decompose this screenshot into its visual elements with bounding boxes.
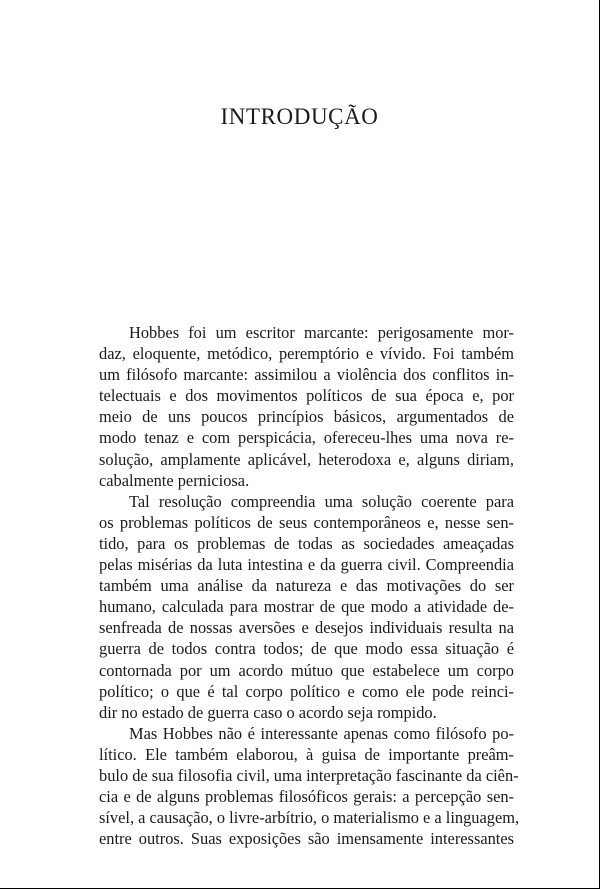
text-line: cia e de alguns problemas filosóficos gerais: a percepção sen- bbox=[99, 787, 514, 807]
text-line: Mas Hobbes não é interessante apenas como filósofo po- bbox=[129, 723, 514, 743]
text-line: entre outros. Suas exposições são imensamente interessantes bbox=[99, 829, 514, 849]
text-line: sível, a causação, o livre-arbítrio, o materialismo e a linguagem, bbox=[99, 808, 520, 828]
text-line: pelas misérias da luta intestina e da guerra civil. Compreendia bbox=[99, 555, 514, 575]
text-line: Tal resolução compreendia uma solução coerente para bbox=[129, 491, 514, 511]
text-line: político; o que é tal corpo político e como ele pode reinci- bbox=[99, 681, 514, 701]
body-text bbox=[99, 322, 520, 849]
text-line: os problemas políticos de seus contemporâneos e, nesse sen- bbox=[99, 512, 514, 532]
chapter-title: INTRODUÇÃO bbox=[220, 104, 379, 129]
text-line: tido, para os problemas de todas as sociedades ameaçadas bbox=[99, 533, 514, 553]
paragraph bbox=[99, 491, 514, 723]
text-line: dir no estado de guerra caso o acordo seja rompido. bbox=[99, 702, 437, 722]
text-line: também uma análise da natureza e das motivações do ser bbox=[99, 576, 514, 596]
text-line: Hobbes foi um escritor marcante: perigosamente mor- bbox=[129, 323, 514, 342]
text-line: solução, amplamente aplicável, heterodoxa e, alguns diriam, bbox=[99, 449, 514, 469]
text-line: bulo de sua filosofia civil, uma interpretação fascinante da ciên- bbox=[99, 765, 519, 785]
text-line: cabalmente perniciosa. bbox=[99, 470, 250, 490]
text-line: um filósofo marcante: assimilou a violência dos conflitos in- bbox=[99, 365, 514, 385]
text-line: telectuais e dos movimentos políticos de sua época e, por bbox=[99, 386, 514, 406]
text-line: humano, calculada para mostrar de que modo a atividade de- bbox=[99, 597, 514, 617]
text-line: lítico. Ele também elaborou, à guisa de importante preâm- bbox=[99, 744, 514, 764]
paragraph bbox=[99, 723, 520, 850]
text-line: contornada por um acordo mútuo que estabelece um corpo bbox=[99, 660, 514, 680]
text-line: meio de uns poucos princípios básicos, argumentados de bbox=[99, 407, 514, 427]
text-line: senfreada de nossas aversões e desejos individuais resulta na bbox=[99, 618, 514, 638]
text-line: modo tenaz e com perspicácia, ofereceu-lhes uma nova re- bbox=[99, 428, 514, 448]
text-line: guerra de todos contra todos; de que modo essa situação é bbox=[99, 639, 514, 659]
text-line: daz, eloquente, metódico, peremptório e vívido. Foi também bbox=[99, 344, 514, 364]
paragraph bbox=[99, 322, 514, 491]
